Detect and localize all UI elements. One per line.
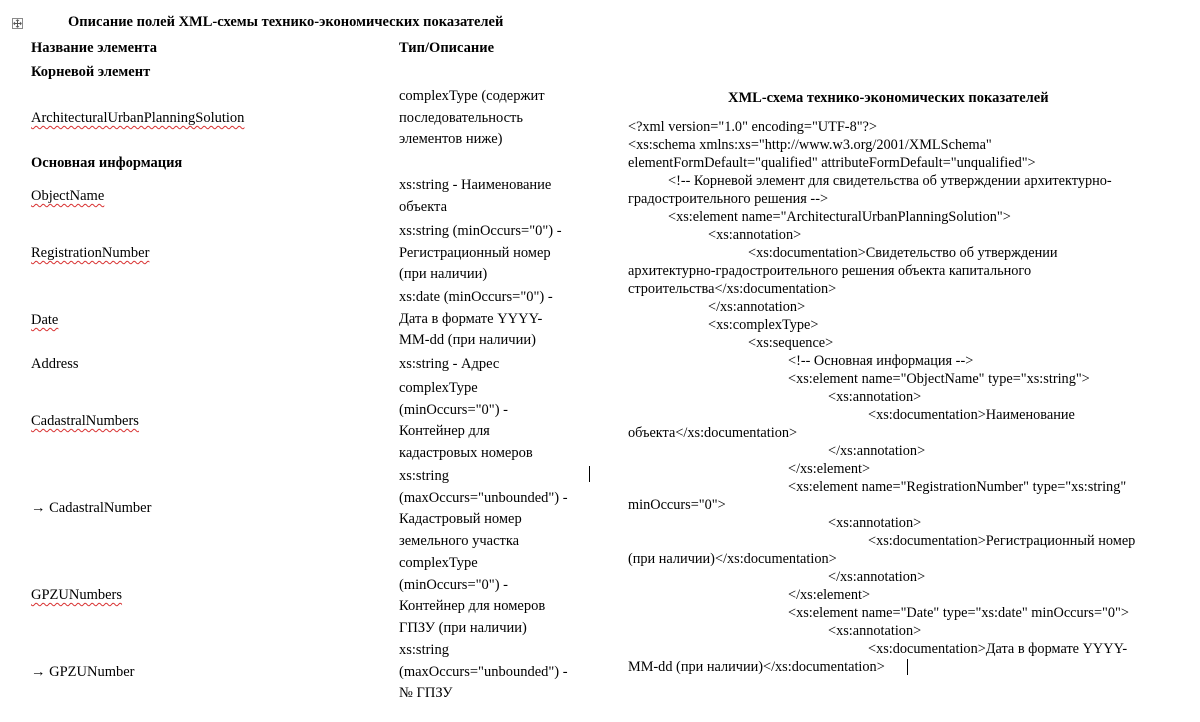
row-name: ObjectName xyxy=(31,188,105,204)
xml-line: <xs:complexType> xyxy=(708,317,819,333)
xml-line: <xs:sequence> xyxy=(748,335,834,351)
xml-line: <xs:documentation>Регистрационный номер xyxy=(868,533,1136,549)
row-type: complexType (minOccurs="0") - Контейнер для кадастровых номеров xyxy=(399,380,533,461)
xml-line: minOccurs="0"> xyxy=(628,497,726,513)
xml-line: (при наличии)</xs:documentation> xyxy=(628,551,837,567)
xml-line: <xs:element name="ObjectName" type="xs:string"> xyxy=(788,371,1090,387)
xml-line: объекта</xs:documentation> xyxy=(628,425,798,441)
row-type: xs:string (maxOccurs="unbounded") - Кадастровый номер земельного участка xyxy=(399,468,568,549)
xml-line: <xs:annotation> xyxy=(828,389,922,405)
row-name: Date xyxy=(31,312,59,328)
xml-line: </xs:annotation> xyxy=(828,569,926,585)
column-header-type: Тип/Описание xyxy=(399,40,495,56)
row-type: xs:string (minOccurs="0") - Регистрационный номер (при наличии) xyxy=(399,223,562,282)
xml-line: <xs:documentation>Свидетельство об утверждении xyxy=(748,245,1058,261)
row-type: xs:string - Адрес xyxy=(399,356,500,372)
text-cursor xyxy=(907,659,908,675)
xml-line: <xs:element name="ArchitecturalUrbanPlanningSolution"> xyxy=(668,209,1011,225)
text-cursor xyxy=(589,466,590,482)
xml-line: </xs:element> xyxy=(788,461,871,477)
row-name: → GPZUNumber xyxy=(31,664,135,680)
row-name: → CadastralNumber xyxy=(31,500,152,516)
xml-line: <xs:element name="Date" type="xs:date" minOccurs="0"> xyxy=(788,605,1129,621)
row-type: complexType (minOccurs="0") - Контейнер для номеров ГПЗУ (при наличии) xyxy=(399,555,546,636)
xml-line: <xs:schema xmlns:xs="http://www.w3.org/2001/XMLSchema" xyxy=(628,137,992,153)
section-basic-info: Основная информация xyxy=(31,155,183,171)
table-move-handle-icon[interactable] xyxy=(12,18,23,29)
xml-line: MM-dd (при наличии)</xs:documentation> xyxy=(628,659,885,675)
xml-line: </xs:element> xyxy=(788,587,871,603)
xml-line: градостроительного решения --> xyxy=(628,191,829,207)
xml-line: <xs:annotation> xyxy=(828,623,922,639)
xml-line: <xs:documentation>Наименование xyxy=(868,407,1075,423)
xml-line: elementFormDefault="qualified" attributeFormDefault="unqualified"> xyxy=(628,155,1036,171)
row-type: xs:date (minOccurs="0") - Дата в формате YYYY- MM-dd (при наличии) xyxy=(399,289,553,348)
row-name: GPZUNumbers xyxy=(31,587,123,603)
column-header-name: Название элемента xyxy=(31,40,157,56)
xml-line: <xs:documentation>Дата в формате YYYY- xyxy=(868,641,1128,657)
row-name: RegistrationNumber xyxy=(31,245,150,261)
xml-line: архитектурно-градостроительного решения объекта капитального xyxy=(628,263,1032,279)
row-type: xs:string - Наименование объекта xyxy=(399,177,552,215)
xml-line: <xs:annotation> xyxy=(708,227,802,243)
section-root: Корневой элемент xyxy=(31,64,151,80)
xml-line: <!-- Основная информация --> xyxy=(788,353,974,369)
row-name: ArchitecturalUrbanPlanningSolution xyxy=(31,110,245,126)
xml-line: строительства</xs:documentation> xyxy=(628,281,837,297)
document-title: Описание полей XML-схемы технико-экономических показателей xyxy=(68,14,504,30)
row-name: CadastralNumbers xyxy=(31,413,139,429)
row-type: complexType (содержит последовательность элементов ниже) xyxy=(399,88,545,147)
row-type: xs:string (maxOccurs="unbounded") - № ГПЗУ xyxy=(399,642,568,701)
xml-line: <xs:annotation> xyxy=(828,515,922,531)
row-name: Address xyxy=(31,356,79,372)
xml-line: <xs:element name="RegistrationNumber" type="xs:string" xyxy=(788,479,1127,495)
xml-line: </xs:annotation> xyxy=(708,299,806,315)
xml-schema-title: XML-схема технико-экономических показателей xyxy=(728,90,1049,106)
xml-line: <?xml version="1.0" encoding="UTF-8"?> xyxy=(628,119,877,135)
xml-line: </xs:annotation> xyxy=(828,443,926,459)
xml-line: <!-- Корневой элемент для свидетельства об утверждении архитектурно- xyxy=(668,173,1112,189)
